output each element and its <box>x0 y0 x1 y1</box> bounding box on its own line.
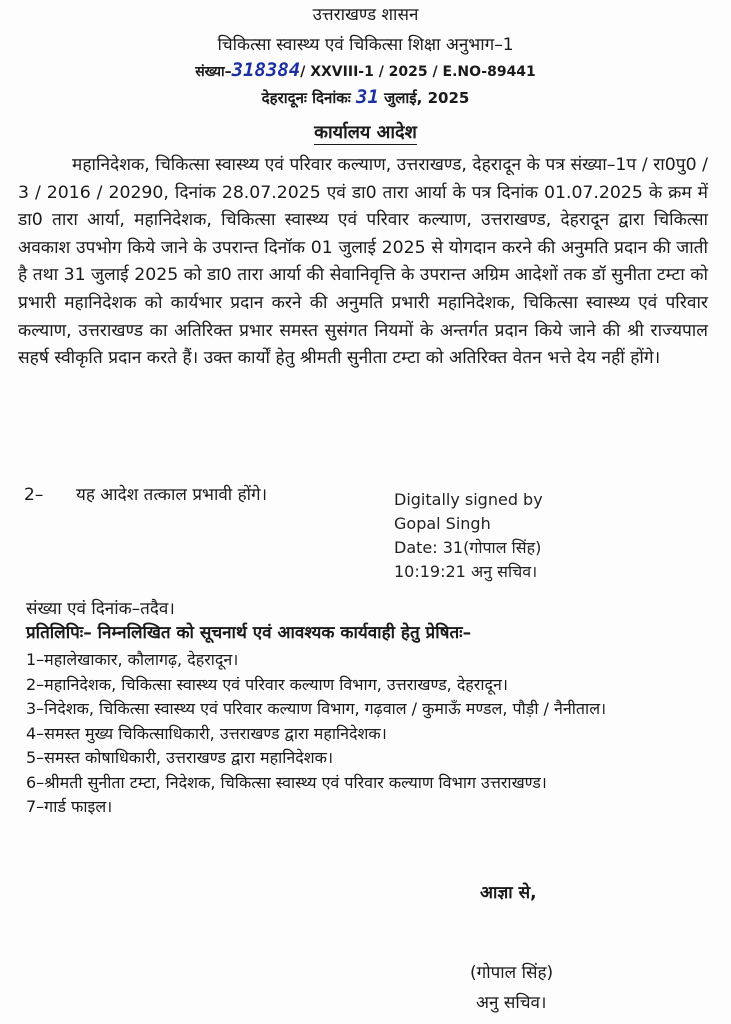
by-order: आज्ञा से, <box>480 883 537 903</box>
copy-to-heading: प्रतिलिपिः– निम्नलिखित को सूचनार्थ एवं आवश्यक कार्यवाही हेतु प्रेषितः– <box>26 623 472 643</box>
digital-signature-date: Date: 31 <box>394 538 464 557</box>
order-paragraph: महानिदेशक, चिकित्सा स्वास्थ्य एवं परिवार कल्याण, उत्तराखण्ड, देहरादून के पत्र संख्या–1प / रा0पु0 / 3 / 2016 / 20290, दिनांक 28.07.2025 एवं डा0 तारा आर्या के पत्र दिनांक 01.07.2025 के क्रम में डा0 तारा आर्या, महानिदेशक, चिकित्सा स्वास्थ्य एवं परिवार कल्याण, उत्तराखण्ड, देहरादून द्वारा चिकित्सा अवकाश उपभोग किये जाने के उपरान्त दिनॉक 01 जुलाई 2025 से योगदान करने की अनुमति प्रदान की जाती है तथा 31 जुलाई 2025 को डा0 तारा आर्या की सेवानिवृत्ति के उपरान्त अग्रिम आदेशों तक डॉ सुनीता टम्टा को प्रभारी महानिदेशक को कार्यभार प्रदान करने की अनुमति प्रभारी महानिदेशक, चिकित्सा स्वास्थ्य एवं परिवार कल्याण, उत्तराखण्ड का अतिरिक्त प्रभार समस्त सुसंगत नियमों के अन्तर्गत प्रदान किये जाने की श्री राज्यपाल सहर्ष स्वीकृति प्रदान करते हैं। उक्त कार्यों हेतु श्रीमती सुनीता टम्टा को अतिरिक्त वेतन भत्ते देय नहीं होंगे। <box>18 155 708 369</box>
issue-date-suffix: जुलाई, 2025 <box>384 89 470 107</box>
copy-to-item: 4–समस्त मुख्य चिकित्साधिकारी, उत्तराखण्ड द्वारा महानिदेशक। <box>26 723 387 743</box>
document-title-text: कार्यालय आदेश <box>314 122 417 143</box>
copy-to-item: 2–महानिदेशक, चिकित्सा स्वास्थ्य एवं परिवार कल्याण विभाग, उत्तराखण्ड, देहरादून। <box>26 674 508 694</box>
digital-signature-name: Gopal Singh <box>394 514 491 533</box>
signer-name: (गोपाल सिंह) <box>470 963 554 983</box>
digital-signature-overlay-designation: अनु सचिव। <box>470 562 538 581</box>
point-2-number: 2– <box>24 485 44 505</box>
digital-signature-block <box>394 488 543 584</box>
department-name: चिकित्सा स्वास्थ्य एवं चिकित्सा शिक्षा अनुभाग–1 <box>217 35 514 55</box>
copy-to-item: 1–महालेखाकार, कौलागढ़, देहरादून। <box>26 650 239 669</box>
issue-date <box>0 86 731 109</box>
reference-number-handwritten: 318384 <box>231 59 301 81</box>
digital-signature-time-row <box>394 560 543 584</box>
digital-signature-date-row <box>394 536 543 560</box>
reference-number-suffix: / XXVIII-1 / 2025 / E.NO-89441 <box>300 64 536 80</box>
reference-number-prefix: संख्या– <box>195 64 232 80</box>
copy-to-item: 6–श्रीमती सुनीता टम्टा, निदेशक, चिकित्सा स्वास्थ्य एवं परिवार कल्याण विभाग उत्तराखण्ड। <box>26 772 547 792</box>
copy-to-list <box>26 648 696 820</box>
govt-name: उत्तराखण्ड शासन <box>312 5 419 25</box>
number-date-line: संख्या एवं दिनांक–तदैव। <box>26 599 175 619</box>
document-title <box>0 120 731 144</box>
reference-number <box>0 59 731 83</box>
issue-date-prefix: देहरादूनः दिनांकः <box>261 89 351 107</box>
copy-to-item: 5–समस्त कोषाधिकारी, उत्तराखण्ड द्वारा महानिदेशक। <box>26 748 334 767</box>
point-2-text: यह आदेश तत्काल प्रभावी होंगे। <box>76 485 268 505</box>
copy-to-item: 3–निदेशक, चिकित्सा स्वास्थ्य एवं परिवार कल्याण विभाग, गढ़वाल / कुमाऊँ मण्डल, पौड़ी / नैनीताल। <box>26 699 607 718</box>
digital-signature-overlay-name: (गोपाल सिंह) <box>463 538 542 557</box>
digital-signature-line1: Digitally signed by <box>394 490 543 509</box>
digital-signature-time: 10:19:21 <box>394 562 466 581</box>
issue-date-handwritten: 31 <box>356 86 379 108</box>
signer-designation: अनु सचिव। <box>476 993 547 1013</box>
copy-to-item: 7–गार्ड फाइल। <box>26 797 113 816</box>
point-2 <box>24 482 267 505</box>
